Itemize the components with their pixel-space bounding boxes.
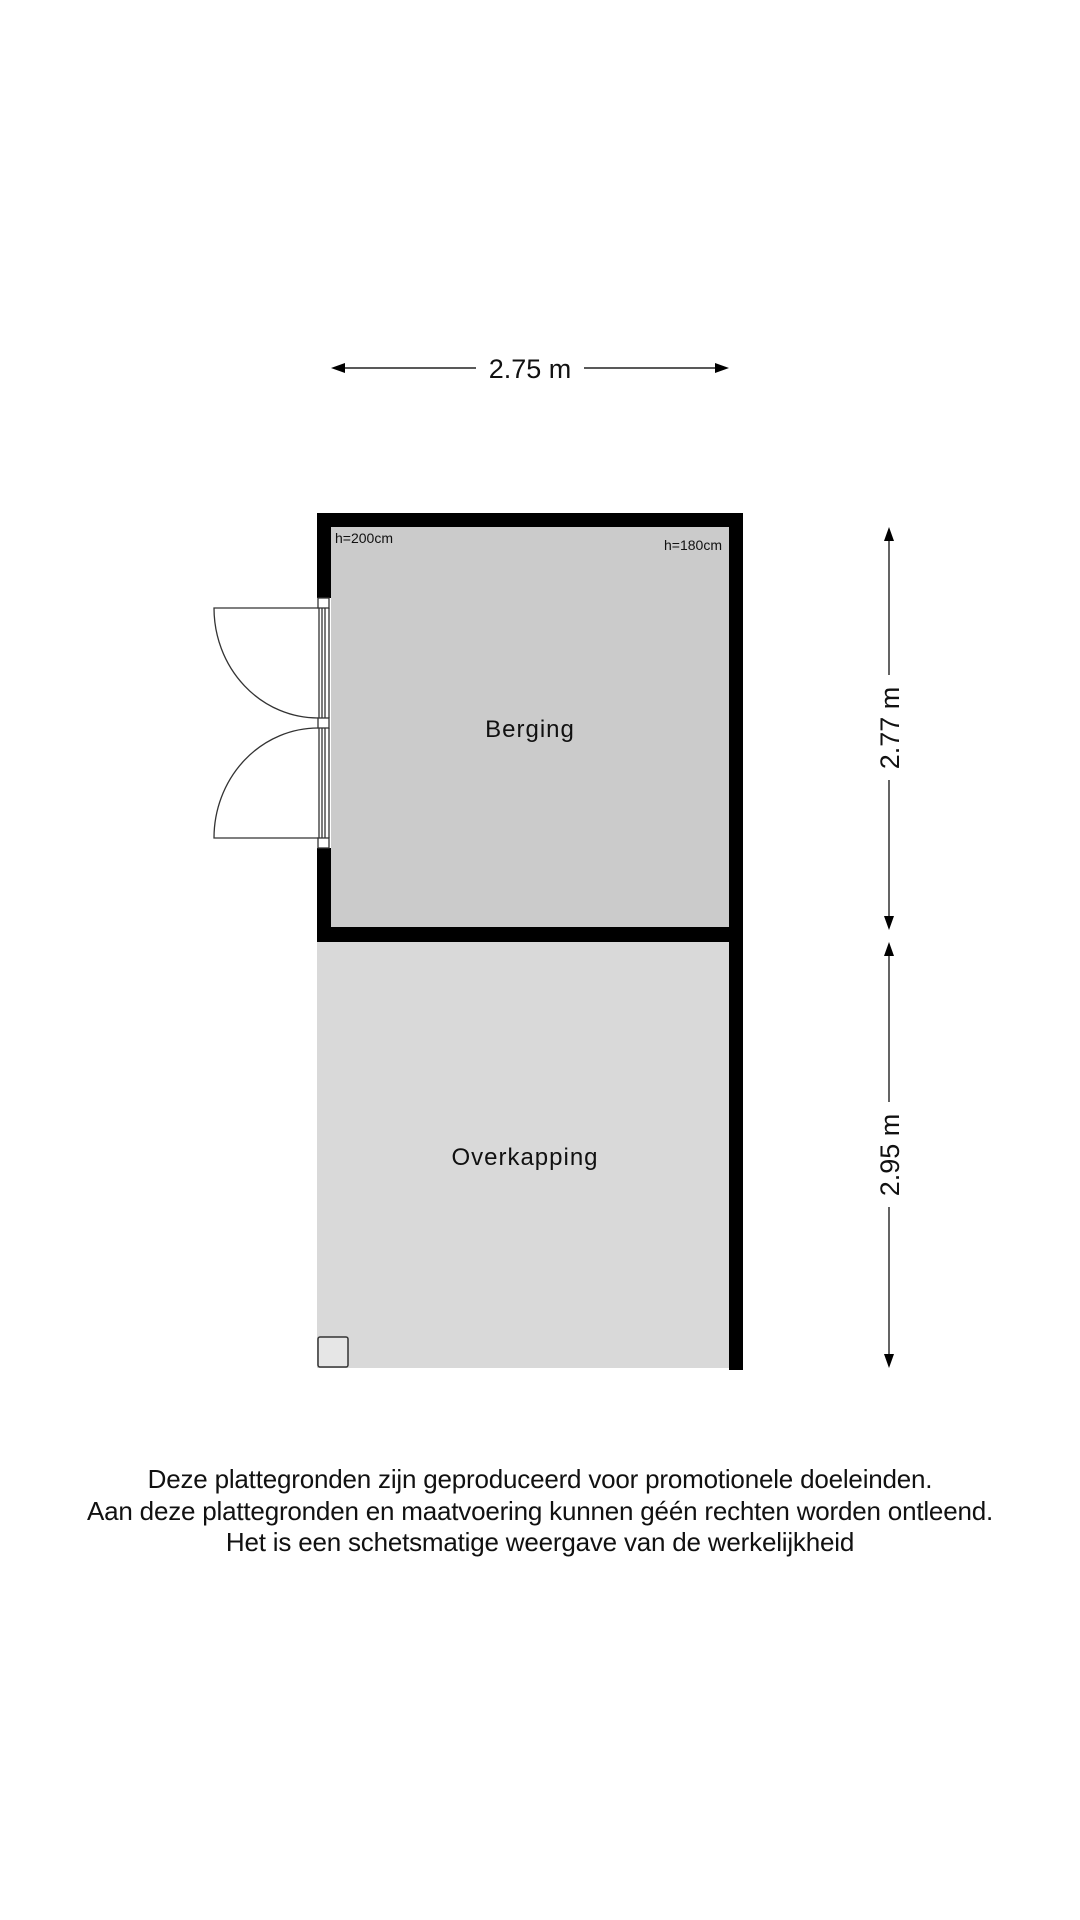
door-jamb-bottom bbox=[318, 838, 329, 848]
disclaimer-line-1: Deze plattegronden zijn geproduceerd voor promotionele doeleinden. bbox=[147, 1464, 933, 1494]
post-icon bbox=[318, 1337, 348, 1367]
wall-middle bbox=[317, 927, 729, 942]
double-door[interactable] bbox=[214, 598, 329, 848]
door-jamb-top bbox=[318, 598, 329, 608]
ceiling-height-left: h=200cm bbox=[335, 530, 393, 546]
dimension-overkapping-depth-label: 2.95 m bbox=[875, 1113, 905, 1197]
disclaimer-line-2: Aan deze plattegronden en maatvoering kunnen géén rechten worden ontleend. bbox=[87, 1495, 993, 1526]
door-jamb-middle bbox=[318, 718, 329, 728]
room-label-berging: Berging bbox=[485, 716, 575, 743]
wall-left-upper bbox=[317, 513, 331, 598]
dimension-width-label: 2.75 m bbox=[488, 354, 572, 384]
disclaimer-line-3: Het is een schetsmatige weergave van de werkelijkheid bbox=[225, 1527, 855, 1557]
door-leaf-bottom bbox=[214, 728, 318, 838]
wall-right bbox=[729, 513, 743, 1370]
disclaimer bbox=[0, 1464, 1080, 1559]
ceiling-height-right: h=180cm bbox=[664, 537, 722, 553]
wall-left-lower bbox=[317, 848, 331, 927]
door-leaf-top bbox=[214, 608, 318, 718]
wall-top bbox=[317, 513, 743, 527]
dimension-berging-depth-label: 2.77 m bbox=[875, 686, 905, 770]
room-label-overkapping: Overkapping bbox=[451, 1144, 599, 1171]
